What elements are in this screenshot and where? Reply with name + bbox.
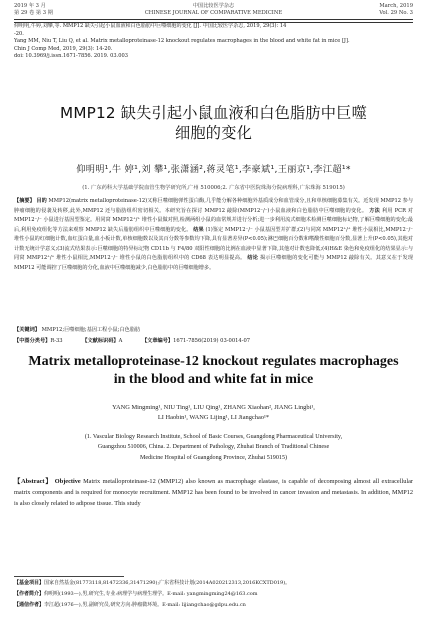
abstract-en bbox=[14, 477, 413, 509]
abstract-label: 【摘要】 bbox=[14, 198, 35, 204]
affiliation-en-line1: (1. Vascular Biology Research Institute, School of Basic Courses, Guangdong Pharmaceutical University, bbox=[84, 434, 343, 440]
article-number-label: 【文章编号】 bbox=[141, 338, 174, 344]
affiliation-cn: (1. 广东药科大学基础学院血管生物学研究所,广州 510006;2. 广东省中医院珠海分院病理科,广东珠海 519015) bbox=[82, 185, 345, 191]
abstract-cn bbox=[14, 197, 413, 273]
conclusion-text: 揭示巨噬细胞的变化可能与 MMP12 敲除有关。其意义在于发现 MMP12 可能调控了巨噬细胞的分化,血液中巨噬细胞减少,白色脂肪中的巨噬细胞增多。 bbox=[14, 255, 414, 271]
clc-item bbox=[14, 338, 64, 344]
header-date-en: March, 2019 bbox=[379, 3, 413, 9]
objective-label: 目的 bbox=[36, 198, 47, 204]
doc-code-value: A bbox=[118, 338, 123, 344]
fund-footnote bbox=[14, 578, 413, 589]
header-center bbox=[14, 3, 413, 16]
authors-en-line2: LI Haobin¹, WANG Lijing¹, LI Jiangchao¹* bbox=[157, 414, 270, 421]
article-number-item bbox=[142, 338, 250, 344]
footnote-rule bbox=[14, 576, 124, 577]
header-volume-cn: 第 29 卷 第 3 期 bbox=[14, 9, 53, 16]
article-number-value: 1671-7856(2019) 03-0014-07 bbox=[173, 338, 251, 344]
author-bio-text: 仰明明(1993—),男,研究生,专业:病理学与病理生理学。E-mail: yangmingming24@163.com bbox=[44, 591, 258, 597]
journal-name-en: CHINESE JOURNAL OF COMPARATIVE MEDICINE bbox=[144, 9, 283, 16]
authors-en-line1: YANG Mingming¹, NIU Ting¹, LIU Qing¹, ZHANG Xiaohan², JIANG Lingbi¹, bbox=[112, 404, 315, 411]
methods-text: 利用 PCR 对 MMP12⁻/⁻ 小鼠进行基因型鉴定。用同窝 MMP12⁺/⁺ 堆性小鼠做对照,检测两组小鼠的血常规并进行分析;进一步利用流式细胞术检测巨噬细胞标记物,了解巨噬细胞的变化;最后,利用免疫组化等方法来观察 MMP12 缺失后脂肪组织中巨噬细胞的变化。 bbox=[14, 207, 414, 233]
results-label: 结果 bbox=[193, 226, 204, 233]
methods-label: 方法 bbox=[369, 207, 381, 214]
title-cn bbox=[30, 103, 397, 143]
header-right bbox=[379, 3, 413, 16]
title-en bbox=[20, 353, 407, 388]
citation-en-line1: Yang MM, Niu T, Liu Q, et al. Matrix metalloproteinase-12 knockout regulates macrophages in the blood and white fat in mice [J]. bbox=[14, 38, 350, 45]
header-date-cn: 2019 年 3 月 bbox=[14, 3, 46, 9]
authors-en bbox=[14, 404, 413, 421]
objective-text: MMP12(matrix metalloproteinase-12)又称巨噬细胞弹性蛋白酶,几乎能分解各种细胞外基质成分和血管成分,且和单核细胞募集有关。近发现 MMP12 参与肿瘤细胞的侵袭及转移,此外,MMP12 还与脂肪组织密切相关。本研究旨在探讨 MMP12 敲除(MMP12⁻/⁻)小鼠血液和白色脂肪中巨噬细胞的变化。 bbox=[14, 198, 414, 214]
citation-cn-line1: 仰明明,牛婷,刘攀,等. MMP12 缺失引起小鼠血液和白色脂肪中巨噬细胞的变化 [J]. 中国比较医学杂志, 2019, 29(3): 14 bbox=[14, 23, 287, 29]
fund-text: 国家自然基金(81773118,81472336,31471290);广东省科技计划(2014A020212313,2016KCXTD019)。 bbox=[44, 580, 291, 586]
keywords-line bbox=[14, 326, 413, 333]
authors-cn: 仰明明¹,牛 婷¹,刘 攀¹,张潇涵²,蒋灵笔¹,李豪斌¹,王丽京¹,李江超¹* bbox=[76, 164, 351, 175]
title-cn-line1: MMP12 缺失引起小鼠血液和白色脂肪中巨噬 bbox=[60, 104, 367, 122]
keywords-label: 【关键词】 bbox=[14, 327, 40, 333]
objective-en-label: Objective bbox=[54, 478, 81, 485]
doi-line: doi: 10.3969/j.issn.1671-7856. 2019. 03.003 bbox=[14, 53, 128, 60]
author-bio-label: 【作者简介】 bbox=[14, 591, 45, 597]
abstract-en-label: 【Abstract】 bbox=[14, 478, 53, 485]
clc-label: 【中图分类号】 bbox=[14, 338, 51, 344]
citation-block bbox=[14, 23, 413, 61]
clc-value: R-33 bbox=[50, 338, 63, 344]
header-volume-en: Vol. 29 No. 3 bbox=[379, 9, 413, 16]
title-en-line2: in the blood and white fat in mice bbox=[113, 371, 314, 387]
citation-en-line2: Chin J Comp Med, 2019, 29(3): 14-20. bbox=[14, 45, 113, 52]
affiliation-en-line3: Medicine Hospital of Guangdong Province, Zhuhai 519015) bbox=[139, 454, 288, 461]
author-footnote bbox=[14, 589, 413, 600]
fund-label: 【基金项目】 bbox=[14, 580, 45, 586]
keywords-value: MMP12;巨噬细胞;基因工程小鼠;白色脂肪 bbox=[41, 327, 141, 333]
classification-line bbox=[14, 337, 413, 344]
correspondence-label: 【通信作者】 bbox=[14, 602, 45, 608]
affiliation-en bbox=[24, 432, 403, 463]
title-en-line1: Matrix metalloproteinase-12 knockout regulates macrophages bbox=[28, 354, 399, 369]
results-text: (1)鉴定 MMP12⁻/⁻ 小鼠基因型并扩群;(2)与同窝 MMP12⁺/⁺ 堆性小鼠相比,MMP12⁻/⁻ 堆性小鼠的红细胞计数,血红蛋白量,血小板计数,单核细胞数以及其百分数等参数均下降,具有显著差异(P<0.05);淋巴细胞百分数和嗜酸性细胞百分数,显著上升(P<0.05),其他对计数无统计学意义;(3)流式结果表示:巨噬细胞的特异标记物 CD11b 与 F4/80 双阳性细胞的比例在血液中显著下降,其他对计数也降低;(4)H&E 染色和免疫组化的结果显示:与同窝 MMP12⁺/⁺ 堆性小鼠相比,MMP12⁻/⁻ 堆性小鼠的白色脂肪组织中的 CD68 表达明显提高。 bbox=[14, 226, 413, 261]
citation-cn-line2: -20. bbox=[14, 30, 24, 37]
journal-name-cn: 中国比较医学杂志 bbox=[192, 3, 235, 9]
affiliation-en-line2: Guangzhou 510006, China. 2. Department of Pathology, Zhuhai Branch of Traditional Chinese bbox=[97, 444, 330, 451]
doc-code-item bbox=[82, 338, 124, 344]
footnotes bbox=[14, 578, 413, 611]
doc-code-label: 【文献标识码】 bbox=[82, 338, 119, 344]
correspondence-footnote bbox=[14, 600, 413, 611]
abstract-en-text: Matrix metalloproteinase-12 (MMP12) also known as macrophage elastase, is capable of decomposing almost all extracellular matrix components and is required for monocyte recruitment. MMP12 has been found to be involved in cancer invasion and metastasis. In addition, MMP12 is also closely related to adipose tissue. This study bbox=[14, 478, 413, 507]
title-cn-line2: 细胞的变化 bbox=[175, 124, 252, 142]
conclusion-label: 结论 bbox=[247, 255, 259, 261]
correspondence-text: 李江超(1976—),男,副研究员,研究方向:肿瘤微环境。E-mail: lijiangchao@gdpu.edu.cn bbox=[44, 602, 246, 608]
